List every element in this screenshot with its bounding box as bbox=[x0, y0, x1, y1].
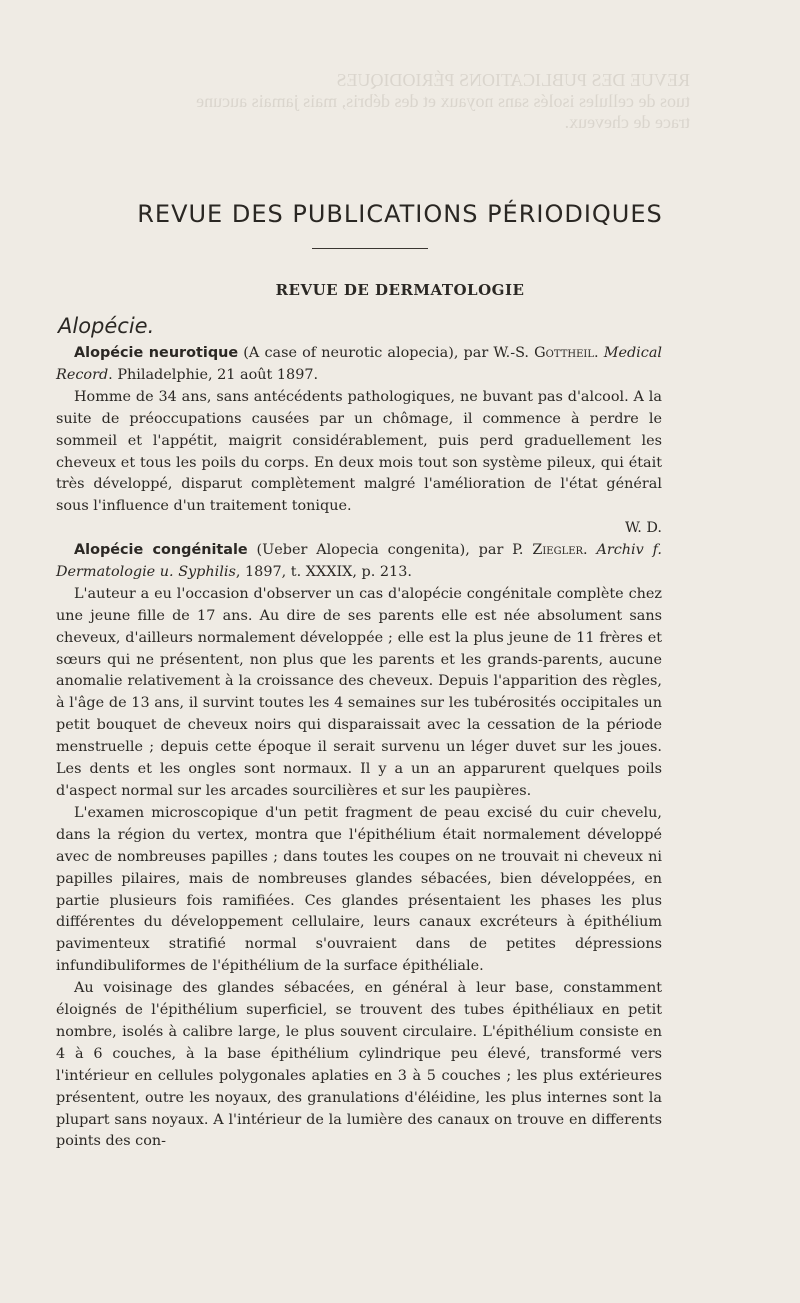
article-citation: Alopécie congénitale (Ueber Alopecia congenita), par P. Ziegler. Archiv f. Dermatologie u. Syphilis, 1897, t. XXXIX, p. 213. bbox=[56, 542, 663, 580]
journal-name: Medical Record bbox=[56, 345, 663, 383]
title-divider bbox=[312, 248, 428, 249]
body-paragraph: Au voisinage des glandes sébacées, en général à leur base, constamment éloignés de l'épithélium superficiel, se trouvent des tubes épithéliaux en petit nombre, isolés à calibre large, le plus souvent circulaire. L'épithélium consiste en 4 à 6 couches, à la base épithélium cylindrique peu élevé, transformé vers l'intérieur en cellules polygonales aplaties en 3 à 5 couches ; les plus extérieures présentent, outre les noyaux, des granulations d'éléidine, les plus internes sont la plupart sans noyaux. A l'intérieur de la lumière des canaux on trouve en differents points des con- bbox=[56, 980, 662, 1150]
author-name: Ziegler bbox=[532, 542, 584, 558]
article-congenital-alopecia bbox=[56, 540, 662, 1153]
topic-heading: Alopécie. bbox=[58, 314, 155, 338]
page-title: REVUE DES PUBLICATIONS PÉRIODIQUES bbox=[137, 200, 663, 228]
ghost-line: trace de cheveux. bbox=[564, 112, 690, 132]
ghost-line: REVUE DES PUBLICATIONS PÉRIODIQUES bbox=[336, 70, 690, 90]
body-paragraph: L'examen microscopique d'un petit fragment de peau excisé du cuir chevelu, dans la région du vertex, montra que l'épithélium était normalement développé avec de nombreuses papilles ; dans toutes les coupes on ne trouvait ni cheveux ni papilles pilaires, mais de nombreuses glandes sébacées, bien développées, en partie plusieurs fois ramifiées. Ces glandes présentaient les phases les plus différentes du développement cellulaire, leurs canaux excréteurs à épithélium pavimenteux stratifié normal s'ouvraient dans de petites dépressions infundibuliformes de l'épithélium de la surface épithéliale. bbox=[56, 804, 662, 975]
body-paragraph: L'auteur a eu l'occasion d'observer un cas d'alopécie congénitale complète chez une jeune fille de 17 ans. Au dire de ses parents elle est née absolument sans cheveux, d'ailleurs normalement développée ; elle est la plus jeune de 11 frères et sœurs qui ne présentent, non plus que les parents et les grands-parents, aucune anomalie relativement à la croissance des cheveux. Depuis l'apparition des règles, à l'âge de 13 ans, il survint toutes les 4 semaines sur les tubérosités occipitales un petit bouquet de cheveux noirs qui disparaissait avec la cessation de la période menstruelle ; depuis cette époque il serait survenu un léger duvet sur les joues. Les dents et les ongles sont normaux. Il y a un an apparurent quelques poils d'aspect normal sur les arcades sourcilières et sur les paupières. bbox=[56, 585, 662, 799]
article-neurotic-alopecia bbox=[56, 343, 662, 540]
article-citation: Alopécie neurotique (A case of neurotic alopecia), par W.-S. Gottheil. Medical Record. Philadelphie, 21 août 1897. bbox=[56, 345, 663, 383]
journal-name: Archiv f. Dermatologie u. Syphilis bbox=[56, 542, 663, 580]
article-heading: Alopécie neurotique bbox=[74, 345, 239, 361]
ghost-line: tuos de cellules isolés sans noyaux et des débris, mais jamais aucune bbox=[196, 91, 690, 111]
signature: W. D. bbox=[624, 520, 662, 537]
section-title: REVUE DE DERMATOLOGIE bbox=[275, 281, 525, 299]
article-heading: Alopécie congénitale bbox=[74, 542, 248, 558]
author-name: Gottheil bbox=[534, 345, 594, 361]
article-body: Homme de 34 ans, sans antécédents pathologiques, ne buvant pas d'alcool. A la suite de préoccupations causées par un chômage, il commence à perdre le sommeil et l'appétit, maigrit considérablement, puis perd graduellement les cheveux et tous les poils du corps. En deux mois tout son système pileux, qui était très développé, disparut complètement malgré l'amélioration de l'état général sous l'influence d'un traitement tonique. bbox=[56, 388, 662, 515]
